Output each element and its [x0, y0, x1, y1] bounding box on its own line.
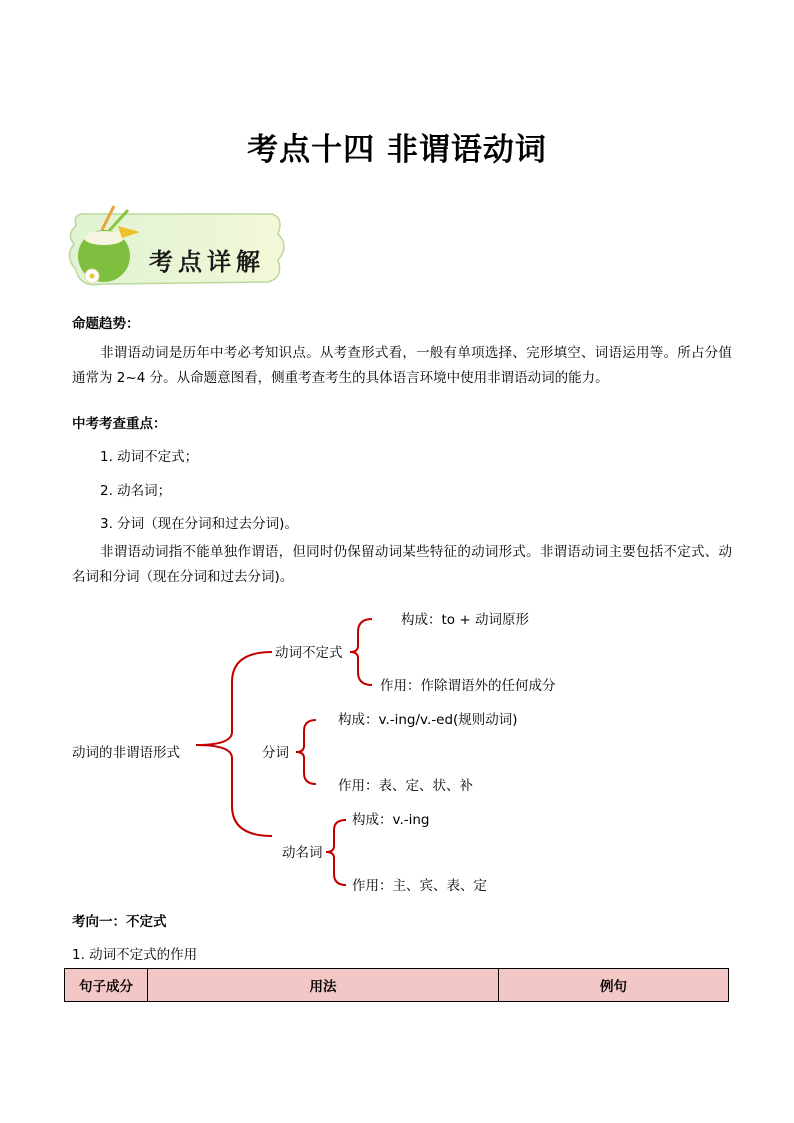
branch-bracket-participle: [296, 720, 316, 784]
tree-branch-form: 构成：v.-ing/v.-ed(规则动词): [338, 712, 518, 728]
banner-label: 考点详解: [149, 247, 265, 276]
tree-branch-form: 构成：to + 动词原形: [401, 612, 529, 628]
tree-root: 动词的非谓语形式: [72, 745, 180, 761]
trend-heading: 命题趋势：: [72, 316, 140, 332]
focus-item: 3. 分词（现在分词和过去分词)。: [100, 516, 298, 532]
focus-item: 1. 动词不定式；: [100, 449, 199, 465]
tree-branch-label: 动词不定式: [275, 645, 343, 661]
tree-branch-use: 作用：作除谓语外的任何成分: [380, 678, 556, 694]
table-header-cell: 例句: [499, 969, 729, 1002]
section-heading: 考向一：不定式: [72, 914, 167, 930]
page-title: 考点十四 非谓语动词: [247, 132, 547, 168]
tree-branch-use: 作用：主、宾、表、定: [352, 878, 487, 894]
trend-paragraph: 非谓语动词是历年中考必考知识点。从考查形式看，一般有单项选择、完形填空、词语运用等。所占分值通常为 2~4 分。从命题意图看，侧重考查考生的具体语言环境中使用非谓语动词的能力。: [72, 345, 732, 386]
tree-branch-use: 作用：表、定、状、补: [338, 778, 473, 794]
focus-heading: 中考考查重点：: [72, 416, 167, 432]
branch-bracket-gerund: [326, 820, 346, 885]
table-header-cell: 句子成分: [65, 969, 148, 1002]
tree-branch-label: 分词: [262, 745, 289, 761]
root-bracket: [196, 652, 272, 836]
focus-paragraph: 非谓语动词指不能单独作谓语，但同时仍保留动词某些特征的动词形式。非谓语动词主要包括不定式、动名词和分词（现在分词和过去分词)。: [72, 544, 732, 585]
tree-branch-label: 动名词: [282, 845, 323, 861]
focus-item: 2. 动名词；: [100, 483, 172, 499]
tree-branch-form: 构成：v.-ing: [352, 812, 430, 828]
branch-bracket-infinitive: [350, 619, 372, 685]
usage-table: [64, 968, 729, 1002]
section-subheading: 1. 动词不定式的作用: [72, 947, 198, 963]
table-header-cell: 用法: [148, 969, 499, 1002]
table-header-row: [65, 969, 729, 1002]
